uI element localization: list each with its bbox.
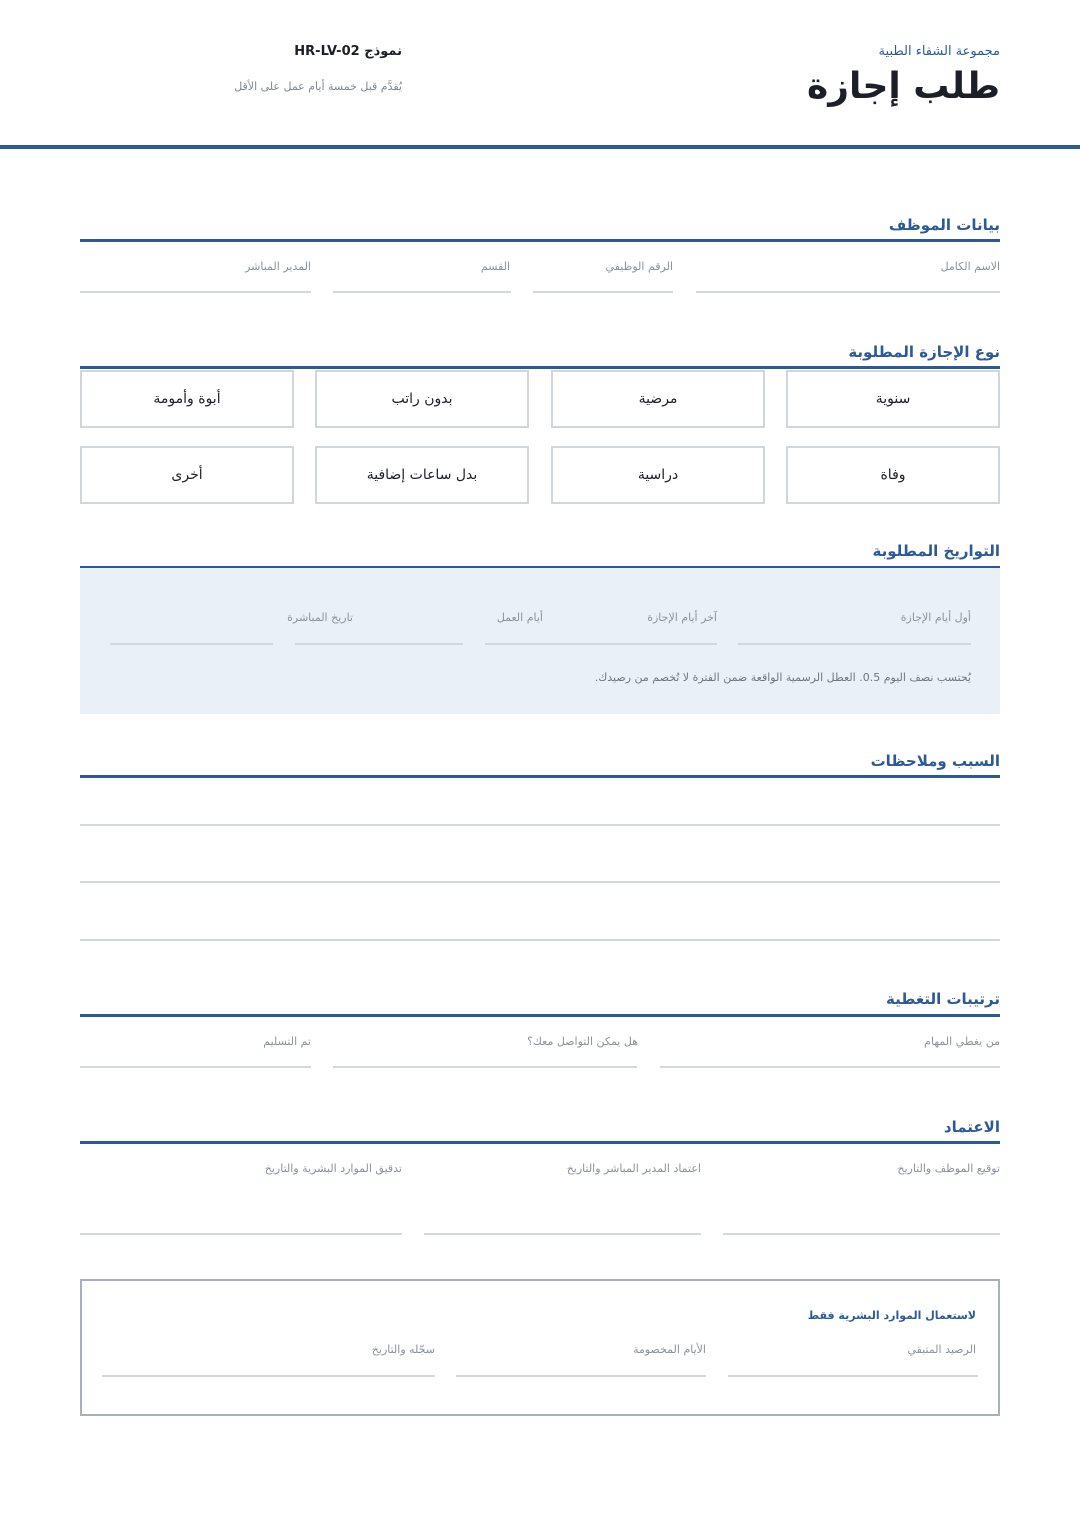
label-working-days: أيام العمل [496,611,543,624]
label-deducted-days: الأيام المخصومة [633,1343,706,1356]
label-manager-approval: اعتماد المدير المباشر والتاريخ [566,1162,701,1175]
handover-field[interactable] [80,1066,311,1068]
return-date-field[interactable] [110,643,273,645]
leave-option-annual[interactable]: سنوية [786,370,1000,428]
section-title-coverage: ترتيبات التغطية [886,990,1000,1008]
section-divider [80,366,1000,369]
manager-field[interactable] [80,291,311,293]
covering-person-field[interactable] [660,1066,1000,1068]
last-day-field[interactable] [485,643,717,645]
leave-option-unpaid[interactable]: بدون راتب [315,370,529,428]
dates-panel [80,567,1000,714]
employee-signature-field[interactable] [723,1233,1000,1235]
dates-note: يُحتسب نصف اليوم 0.5. العطل الرسمية الواقعة ضمن الفترة لا تُخصم من رصيدك. [594,671,971,684]
section-divider [80,1141,1000,1144]
hr-review-field[interactable] [80,1233,402,1235]
label-remaining-balance: الرصيد المتبقي [907,1343,976,1356]
hr-only-box [80,1279,1000,1416]
section-title-employee: بيانات الموظف [888,216,1000,234]
section-title-reason: السبب وملاحظات [870,752,1000,770]
label-contactable: هل يمكن التواصل معك؟ [527,1035,638,1048]
page-title: طلب إجازة [806,66,1000,107]
header-divider [0,145,1080,149]
recorded-by-field[interactable] [102,1375,435,1377]
section-title-dates: التواريخ المطلوبة [872,542,1000,560]
hr-only-title: لاستعمال الموارد البشرية فقط [807,1309,976,1322]
reason-line[interactable] [80,824,1000,826]
organization-name: مجموعة الشفاء الطبية [878,44,1000,59]
leave-option-sick[interactable]: مرضية [551,370,765,428]
section-divider [80,566,1000,568]
reason-line[interactable] [80,881,1000,883]
employee-id-field[interactable] [533,291,673,293]
leave-option-other[interactable]: أخرى [80,446,294,504]
section-divider [80,1014,1000,1017]
leave-option-bereavement[interactable]: وفاة [786,446,1000,504]
full-name-field[interactable] [696,291,1000,293]
deducted-days-field[interactable] [456,1375,706,1377]
first-day-field[interactable] [738,643,971,645]
label-full-name: الاسم الكامل [940,260,1000,273]
manager-approval-field[interactable] [424,1233,701,1235]
label-employee-signature: توقيع الموظف والتاريخ [897,1162,1000,1175]
form-header [0,0,1080,150]
label-return-date: تاريخ المباشرة [287,611,353,624]
section-title-approval: الاعتماد [943,1118,1000,1136]
label-manager: المدير المباشر [245,260,311,273]
section-divider [80,775,1000,778]
section-divider [80,239,1000,242]
label-first-day: أول أيام الإجازة [900,611,971,624]
leave-option-parental[interactable]: أبوة وأمومة [80,370,294,428]
reason-line[interactable] [80,939,1000,941]
remaining-balance-field[interactable] [728,1375,978,1377]
label-employee-id: الرقم الوظيفي [605,260,673,273]
department-field[interactable] [333,291,511,293]
section-title-leave-type: نوع الإجازة المطلوبة [848,343,1000,361]
leave-option-overtime[interactable]: بدل ساعات إضافية [315,446,529,504]
label-last-day: آخر أيام الإجازة [647,611,717,624]
working-days-field[interactable] [295,643,463,645]
label-handover: تم التسليم [263,1035,311,1048]
leave-option-study[interactable]: دراسية [551,446,765,504]
label-department: القسم [480,260,510,273]
label-hr-review: تدقيق الموارد البشرية والتاريخ [264,1162,402,1175]
form-code: نموذج HR-LV-02 [294,44,402,59]
submission-note: يُقدَّم قبل خمسة أيام عمل على الأقل [234,80,402,93]
label-covering-person: من يغطي المهام [924,1035,1000,1048]
label-recorded-by: سجّله والتاريخ [371,1343,435,1356]
contactable-field[interactable] [333,1066,637,1068]
